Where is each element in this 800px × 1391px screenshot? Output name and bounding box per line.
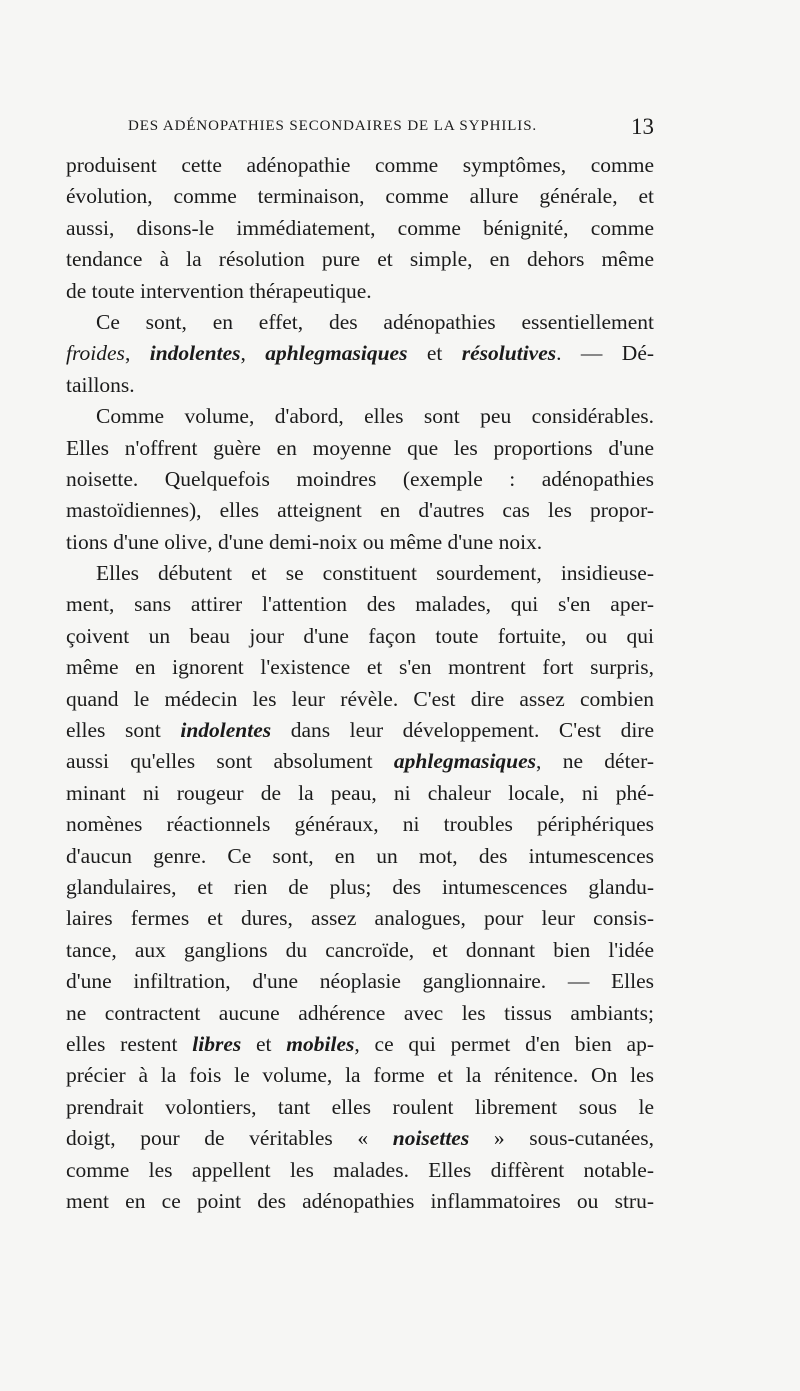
text-line: d'une infiltration, d'une néoplasie ganglionnaire. — Elles — [66, 969, 654, 994]
text-line: ment, sans attirer l'attention des malades, qui s'en aper- — [66, 592, 654, 617]
text-line: tions d'une olive, d'une demi-noix ou même d'une noix. — [66, 529, 543, 554]
italic-term: aphlegmasiques — [265, 341, 408, 366]
text-line: minant ni rougeur de la peau, ni chaleur locale, ni phé- — [66, 780, 654, 805]
italic-term: mobiles — [286, 1031, 355, 1056]
text-line: aussi qu'elles sont absolument aphlegmasiques, ne déter- — [66, 749, 654, 774]
text-line: quand le médecin les leur révèle. C'est dire assez combien — [66, 686, 654, 711]
text-line: de toute intervention thérapeutique. — [66, 278, 372, 303]
italic-term: libres — [192, 1031, 242, 1056]
text-line: tance, aux ganglions du cancroïde, et donnant bien l'idée — [66, 937, 654, 962]
text-line: ne contractent aucune adhérence avec les tissus ambiants; — [66, 1000, 654, 1025]
text-line: laires fermes et dures, assez analogues, pour leur consis- — [66, 906, 654, 931]
page-number: 13 — [631, 114, 654, 139]
text-line: doigt, pour de véritables « noisettes » sous-cutanées, — [66, 1126, 654, 1151]
running-head: DES ADÉNOPATHIES SECONDAIRES DE LA SYPHILIS. — [128, 118, 538, 134]
text-line: précier à la fois le volume, la forme et la rénitence. On les — [66, 1063, 654, 1088]
text-line: Elles débutent et se constituent sourdement, insidieuse- — [96, 561, 654, 586]
text-line: même en ignorent l'existence et s'en montrent fort surpris, — [66, 655, 654, 680]
text-line: Comme volume, d'abord, elles sont peu considérables. — [96, 404, 654, 429]
text-line: d'aucun genre. Ce sont, en un mot, des intumescences — [66, 843, 654, 868]
text-line: prendrait volontiers, tant elles roulent librement sous le — [66, 1094, 654, 1119]
italic-term: froides — [66, 341, 125, 366]
italic-term: indolentes — [180, 718, 272, 743]
text-line: elles restent libres et mobiles, ce qui permet d'en bien ap- — [66, 1031, 654, 1056]
text-line: nomènes réactionnels généraux, ni troubles périphériques — [66, 812, 654, 837]
body-text — [66, 150, 654, 1217]
text-line: évolution, comme terminaison, comme allure générale, et — [66, 184, 654, 209]
page-header — [128, 116, 654, 146]
text-line: tendance à la résolution pure et simple, en dehors même — [66, 247, 654, 272]
text-line: ment en ce point des adénopathies inflammatoires ou stru- — [66, 1188, 654, 1213]
text-line: froides, indolentes, aphlegmasiques et résolutives. — Dé- — [66, 341, 655, 366]
text-line: taillons. — [66, 372, 135, 397]
text-line: Ce sont, en effet, des adénopathies essentiellement — [96, 309, 654, 334]
text-line: Elles n'offrent guère en moyenne que les proportions d'une — [66, 435, 654, 460]
text-line: mastoïdiennes), elles atteignent en d'autres cas les propor- — [66, 498, 654, 523]
italic-term: indolentes — [149, 341, 241, 366]
text-line: çoivent un beau jour d'une façon toute fortuite, ou qui — [66, 623, 654, 648]
text-line: produisent cette adénopathie comme symptômes, comme — [66, 153, 654, 177]
italic-term: aphlegmasiques — [393, 749, 537, 774]
italic-term: résolutives — [461, 341, 557, 366]
italic-term: noisettes — [392, 1126, 470, 1151]
text-line: elles sont indolentes dans leur développement. C'est dire — [66, 718, 654, 743]
text-line: aussi, disons-le immédiatement, comme bénignité, comme — [66, 215, 654, 240]
text-line: noisette. Quelquefois moindres (exemple : adénopathies — [66, 466, 654, 491]
text-line: glandulaires, et rien de plus; des intumescences glandu- — [66, 874, 654, 899]
text-line: comme les appellent les malades. Elles diffèrent notable- — [66, 1157, 654, 1182]
